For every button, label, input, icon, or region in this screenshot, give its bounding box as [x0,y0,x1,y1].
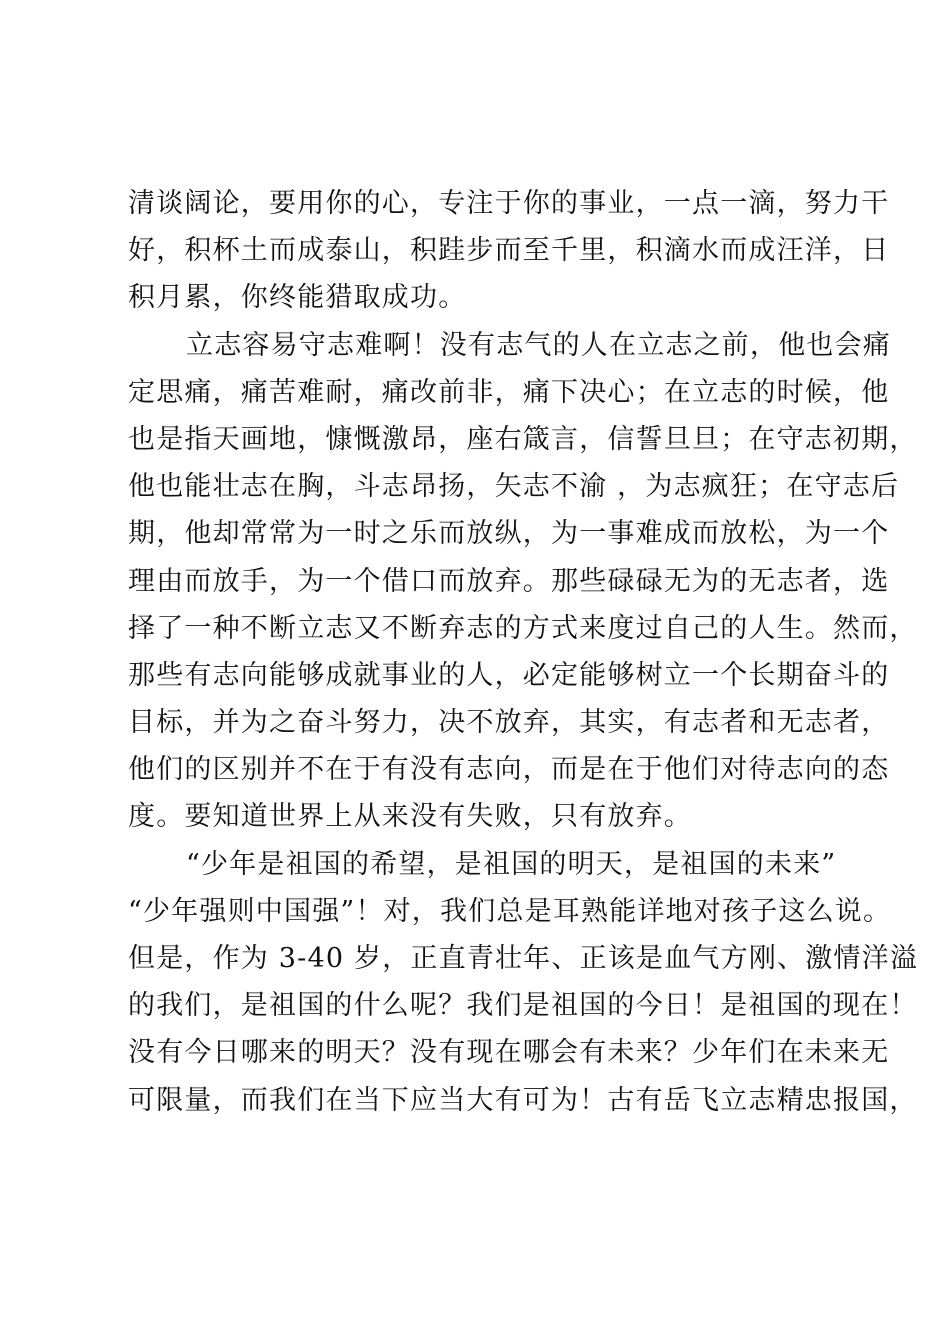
text-line: 定思痛，痛苦难耐，痛改前非，痛下决心；在立志的时候，他 [128,376,890,408]
paragraph [128,180,890,322]
text-line: 他们的区别并不在于有没有志向，而是在于他们对待志向的态 [128,754,890,786]
paragraph [128,322,918,841]
text-line: 但是，作为 3-40 岁，正直青壮年、正该是血气方刚、激情洋溢 [128,943,919,974]
text-line: 他也能壮志在胸，斗志昂扬，矢志不渝 ，为志疯狂；在守志后 [128,471,900,503]
text-line: 目标，并为之奋斗努力，决不放弃，其实，有志者和无志者， [128,707,890,739]
text-line: 择了一种不断立志又不断弃志的方式来度过自己的人生。然而， [128,612,918,644]
text-line: 也是指天画地，慷慨激昂，座右箴言，信誓旦旦；在守志初期， [128,423,918,455]
text-line: 的我们，是祖国的什么呢？我们是祖国的今日！是祖国的现在！ [128,990,918,1022]
text-line: 那些有志向能够成就事业的人，必定能够树立一个长期奋斗的 [128,659,890,691]
text-line: 期，他却常常为一时之乐而放纵，为一事难成而放松，为一个 [128,518,890,550]
text-line: 可限量，而我们在当下应当大有可为！古有岳飞立志精忠报国， [128,1084,918,1116]
body-text [128,180,919,1124]
text-line: “少年是祖国的希望，是祖国的明天，是祖国的未来” [186,848,837,880]
paragraph [128,841,919,1124]
text-line: 立志容易守志难啊！没有志气的人在立志之前，他也会痛 [186,329,891,361]
text-line: 度。要知道世界上从来没有失败，只有放弃。 [128,801,692,833]
text-line: 积月累，你终能猎取成功。 [128,282,467,314]
text-line: “少年强则中国强”！对，我们总是耳熟能详地对孩子这么说。 [128,895,892,927]
text-line: 好，积杯土而成泰山，积跬步而至千里，积滴水而成汪洋，日 [128,235,890,267]
text-line: 清谈阔论，要用你的心，专注于你的事业，一点一滴，努力干 [128,188,890,219]
text-line: 没有今日哪来的明天？没有现在哪会有未来？少年们在未来无 [128,1037,890,1069]
text-line: 理由而放手，为一个借口而放弃。那些碌碌无为的无志者，选 [128,565,890,597]
